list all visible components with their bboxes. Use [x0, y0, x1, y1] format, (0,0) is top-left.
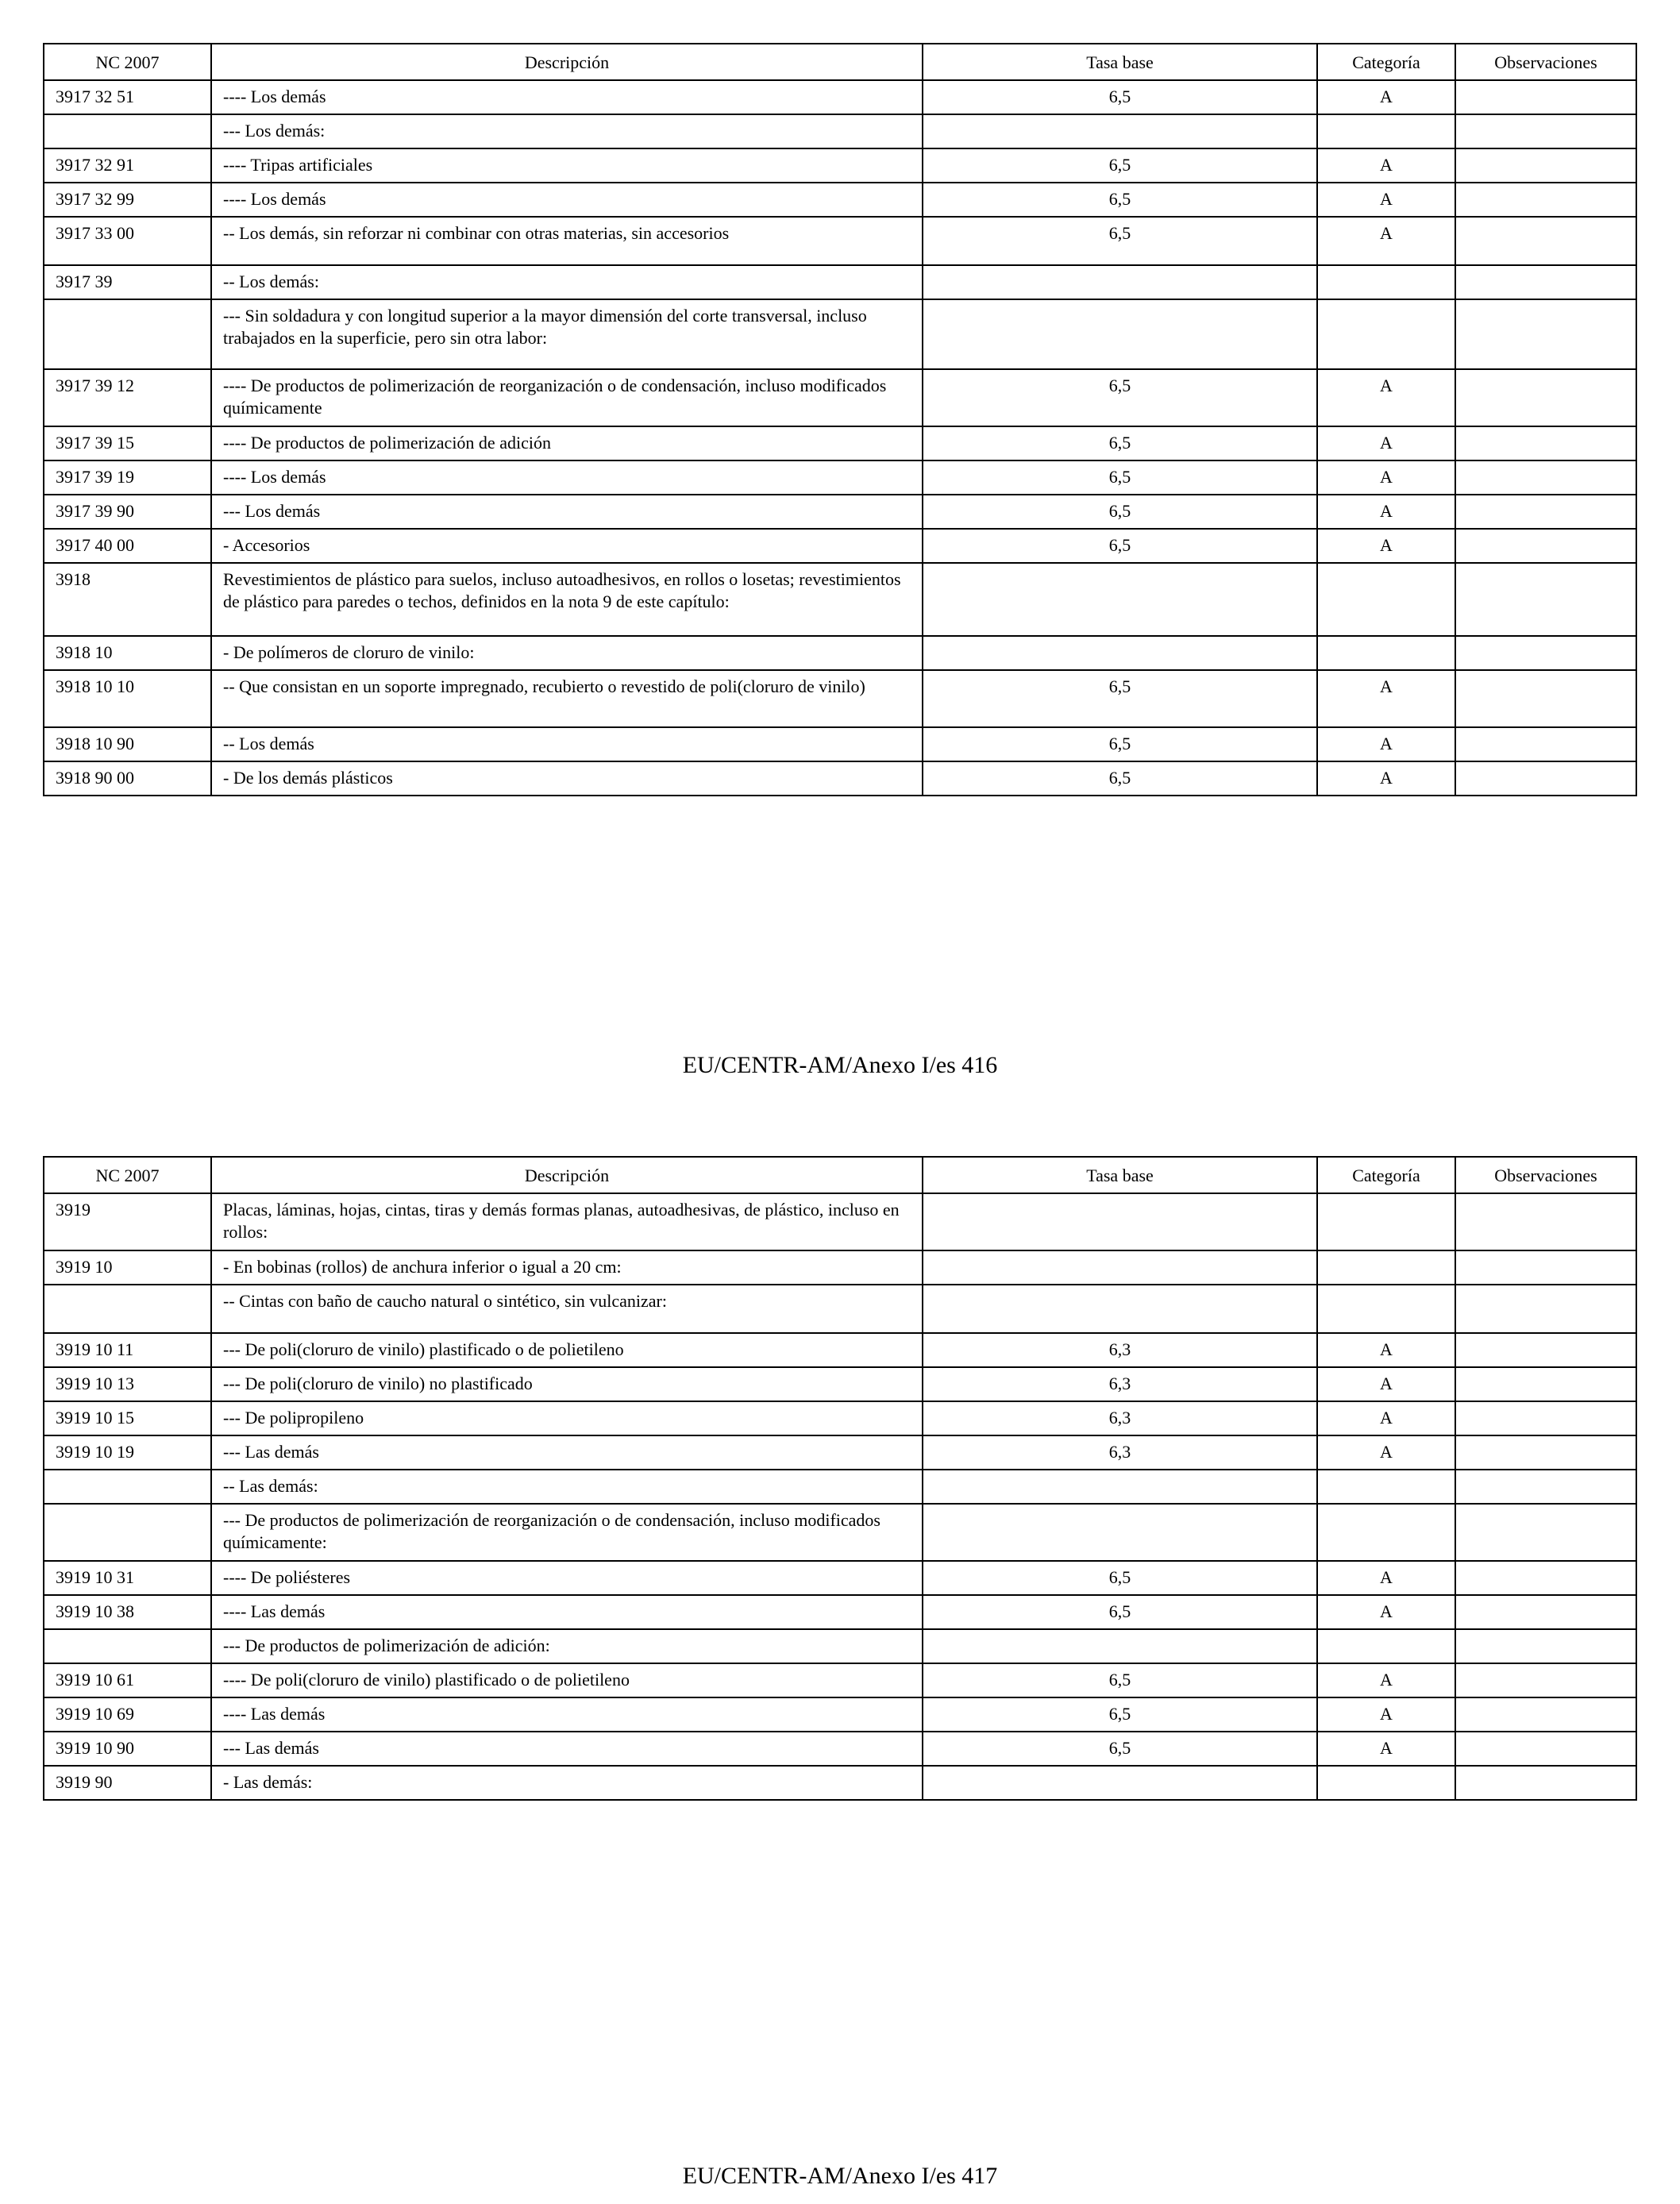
- tariff-code-cell: 3917 40 00: [44, 529, 211, 563]
- category-cell: A: [1317, 727, 1455, 761]
- table-row: [44, 563, 1636, 636]
- base-rate-cell: 6,3: [923, 1367, 1317, 1401]
- table-row: [44, 529, 1636, 563]
- tariff-code-cell: 3917 33 00: [44, 217, 211, 265]
- header-description: Descripción: [211, 1157, 923, 1193]
- remarks-cell: [1455, 727, 1636, 761]
- remarks-cell: [1455, 183, 1636, 217]
- base-rate-cell: [923, 1193, 1317, 1250]
- remarks-cell: [1455, 670, 1636, 727]
- table-row: [44, 495, 1636, 529]
- description-cell: - Accesorios: [211, 529, 923, 563]
- base-rate-cell: 6,5: [923, 761, 1317, 796]
- table-row: [44, 369, 1636, 426]
- table-row: [44, 727, 1636, 761]
- base-rate-cell: 6,3: [923, 1435, 1317, 1470]
- category-cell: A: [1317, 1333, 1455, 1367]
- table-row: [44, 1629, 1636, 1663]
- tariff-code-cell: 3919 10 69: [44, 1697, 211, 1732]
- remarks-cell: [1455, 1435, 1636, 1470]
- category-cell: [1317, 1193, 1455, 1250]
- tariff-code-cell: 3919: [44, 1193, 211, 1250]
- description-cell: ---- De productos de polimerización de adición: [211, 426, 923, 460]
- category-cell: A: [1317, 148, 1455, 183]
- base-rate-cell: [923, 265, 1317, 299]
- tariff-code-cell: [44, 1629, 211, 1663]
- table-row: [44, 1663, 1636, 1697]
- table-header-row: [44, 44, 1636, 80]
- tariff-code-cell: 3919 10: [44, 1250, 211, 1285]
- tariff-code-cell: 3917 39 15: [44, 426, 211, 460]
- table-row: [44, 460, 1636, 495]
- base-rate-cell: 6,5: [923, 1595, 1317, 1629]
- description-cell: --- De productos de polimerización de adición:: [211, 1629, 923, 1663]
- tariff-code-cell: [44, 114, 211, 148]
- remarks-cell: [1455, 1470, 1636, 1504]
- tariff-code-cell: 3919 10 15: [44, 1401, 211, 1435]
- description-cell: --- Los demás: [211, 495, 923, 529]
- table-row: [44, 265, 1636, 299]
- description-cell: - De polímeros de cloruro de vinilo:: [211, 636, 923, 670]
- base-rate-cell: [923, 114, 1317, 148]
- tariff-code-cell: 3919 10 90: [44, 1732, 211, 1766]
- header-rate: Tasa base: [923, 44, 1317, 80]
- description-cell: -- Que consistan en un soporte impregnado, recubierto o revestido de poli(cloruro de vinilo): [211, 670, 923, 727]
- tariff-code-cell: 3919 10 13: [44, 1367, 211, 1401]
- remarks-cell: [1455, 1285, 1636, 1333]
- category-cell: [1317, 563, 1455, 636]
- table-row: [44, 426, 1636, 460]
- base-rate-cell: [923, 1285, 1317, 1333]
- remarks-cell: [1455, 299, 1636, 369]
- remarks-cell: [1455, 1333, 1636, 1367]
- description-cell: --- Las demás: [211, 1435, 923, 1470]
- remarks-cell: [1455, 217, 1636, 265]
- table-row: [44, 1595, 1636, 1629]
- tariff-code-cell: 3918 90 00: [44, 761, 211, 796]
- description-cell: -- Los demás: [211, 727, 923, 761]
- description-cell: --- De poli(cloruro de vinilo) plastificado o de polietileno: [211, 1333, 923, 1367]
- description-cell: ---- Las demás: [211, 1697, 923, 1732]
- category-cell: [1317, 1629, 1455, 1663]
- remarks-cell: [1455, 1193, 1636, 1250]
- category-cell: A: [1317, 1663, 1455, 1697]
- tariff-code-cell: 3919 10 11: [44, 1333, 211, 1367]
- description-cell: --- Los demás:: [211, 114, 923, 148]
- table-row: [44, 1766, 1636, 1800]
- category-cell: [1317, 1766, 1455, 1800]
- table-row: [44, 1367, 1636, 1401]
- table-row: [44, 80, 1636, 114]
- category-cell: [1317, 299, 1455, 369]
- base-rate-cell: 6,5: [923, 495, 1317, 529]
- tariff-code-cell: 3917 39 12: [44, 369, 211, 426]
- tariff-code-cell: 3918: [44, 563, 211, 636]
- description-cell: Placas, láminas, hojas, cintas, tiras y demás formas planas, autoadhesivas, de plástico, incluso en rollos:: [211, 1193, 923, 1250]
- category-cell: A: [1317, 1401, 1455, 1435]
- remarks-cell: [1455, 1629, 1636, 1663]
- remarks-cell: [1455, 1732, 1636, 1766]
- table-row: [44, 1732, 1636, 1766]
- header-rate: Tasa base: [923, 1157, 1317, 1193]
- base-rate-cell: 6,5: [923, 1561, 1317, 1595]
- table-row: [44, 636, 1636, 670]
- tariff-code-cell: [44, 1285, 211, 1333]
- base-rate-cell: [923, 636, 1317, 670]
- tariff-code-cell: [44, 1470, 211, 1504]
- table-row: [44, 1250, 1636, 1285]
- page-footer: EU/CENTR-AM/Anexo I/es 416: [682, 1052, 998, 1078]
- base-rate-cell: 6,5: [923, 670, 1317, 727]
- base-rate-cell: 6,5: [923, 217, 1317, 265]
- tariff-code-cell: 3917 39 90: [44, 495, 211, 529]
- category-cell: A: [1317, 670, 1455, 727]
- category-cell: A: [1317, 1435, 1455, 1470]
- category-cell: A: [1317, 1595, 1455, 1629]
- header-code: NC 2007: [44, 1157, 211, 1193]
- description-cell: --- De polipropileno: [211, 1401, 923, 1435]
- table-row: [44, 1561, 1636, 1595]
- table-row: [44, 1285, 1636, 1333]
- tariff-code-cell: 3919 10 38: [44, 1595, 211, 1629]
- category-cell: [1317, 1504, 1455, 1561]
- base-rate-cell: 6,5: [923, 426, 1317, 460]
- tariff-code-cell: 3917 32 91: [44, 148, 211, 183]
- description-cell: --- De poli(cloruro de vinilo) no plastificado: [211, 1367, 923, 1401]
- table-row: [44, 299, 1636, 369]
- category-cell: [1317, 636, 1455, 670]
- category-cell: A: [1317, 495, 1455, 529]
- tariff-code-cell: [44, 1504, 211, 1561]
- remarks-cell: [1455, 1595, 1636, 1629]
- remarks-cell: [1455, 426, 1636, 460]
- remarks-cell: [1455, 495, 1636, 529]
- category-cell: A: [1317, 761, 1455, 796]
- base-rate-cell: 6,5: [923, 1663, 1317, 1697]
- table-row: [44, 761, 1636, 796]
- category-cell: A: [1317, 1697, 1455, 1732]
- description-cell: ---- De poli(cloruro de vinilo) plastificado o de polietileno: [211, 1663, 923, 1697]
- remarks-cell: [1455, 1504, 1636, 1561]
- remarks-cell: [1455, 148, 1636, 183]
- category-cell: A: [1317, 183, 1455, 217]
- description-cell: -- Los demás, sin reforzar ni combinar con otras materias, sin accesorios: [211, 217, 923, 265]
- header-remarks: Observaciones: [1455, 1157, 1636, 1193]
- base-rate-cell: 6,5: [923, 1732, 1317, 1766]
- remarks-cell: [1455, 369, 1636, 426]
- table-row: [44, 217, 1636, 265]
- table-header-row: [44, 1157, 1636, 1193]
- base-rate-cell: 6,5: [923, 183, 1317, 217]
- remarks-cell: [1455, 1697, 1636, 1732]
- remarks-cell: [1455, 1561, 1636, 1595]
- base-rate-cell: 6,3: [923, 1333, 1317, 1367]
- remarks-cell: [1455, 114, 1636, 148]
- remarks-cell: [1455, 265, 1636, 299]
- base-rate-cell: [923, 563, 1317, 636]
- remarks-cell: [1455, 1663, 1636, 1697]
- category-cell: [1317, 1470, 1455, 1504]
- table-row: [44, 114, 1636, 148]
- tariff-code-cell: 3919 10 19: [44, 1435, 211, 1470]
- category-cell: A: [1317, 460, 1455, 495]
- table-row: [44, 1504, 1636, 1561]
- base-rate-cell: [923, 1504, 1317, 1561]
- tariff-code-cell: 3917 32 51: [44, 80, 211, 114]
- table-row: [44, 148, 1636, 183]
- base-rate-cell: 6,5: [923, 529, 1317, 563]
- category-cell: [1317, 1285, 1455, 1333]
- tariff-code-cell: 3917 32 99: [44, 183, 211, 217]
- base-rate-cell: 6,3: [923, 1401, 1317, 1435]
- base-rate-cell: [923, 1766, 1317, 1800]
- table-row: [44, 1435, 1636, 1470]
- table-row: [44, 1333, 1636, 1367]
- category-cell: [1317, 265, 1455, 299]
- category-cell: A: [1317, 529, 1455, 563]
- page-footer: EU/CENTR-AM/Anexo I/es 417: [682, 2163, 998, 2189]
- category-cell: A: [1317, 1561, 1455, 1595]
- header-code: NC 2007: [44, 44, 211, 80]
- category-cell: A: [1317, 80, 1455, 114]
- base-rate-cell: [923, 1629, 1317, 1663]
- tariff-code-cell: 3918 10: [44, 636, 211, 670]
- header-remarks: Observaciones: [1455, 44, 1636, 80]
- tariff-table-page-416: [43, 43, 1637, 796]
- base-rate-cell: [923, 299, 1317, 369]
- description-cell: ---- Los demás: [211, 80, 923, 114]
- table-row: [44, 1470, 1636, 1504]
- header-category: Categoría: [1317, 44, 1455, 80]
- description-cell: ---- Los demás: [211, 460, 923, 495]
- remarks-cell: [1455, 1367, 1636, 1401]
- base-rate-cell: 6,5: [923, 1697, 1317, 1732]
- category-cell: A: [1317, 217, 1455, 265]
- base-rate-cell: 6,5: [923, 148, 1317, 183]
- description-cell: --- Las demás: [211, 1732, 923, 1766]
- category-cell: [1317, 114, 1455, 148]
- description-cell: ---- De productos de polimerización de reorganización o de condensación, incluso modificados químicamente: [211, 369, 923, 426]
- tariff-code-cell: 3919 10 31: [44, 1561, 211, 1595]
- tariff-code-cell: 3919 10 61: [44, 1663, 211, 1697]
- table-row: [44, 183, 1636, 217]
- header-description: Descripción: [211, 44, 923, 80]
- remarks-cell: [1455, 636, 1636, 670]
- remarks-cell: [1455, 1250, 1636, 1285]
- description-cell: ---- Tripas artificiales: [211, 148, 923, 183]
- tariff-code-cell: 3919 90: [44, 1766, 211, 1800]
- category-cell: [1317, 1250, 1455, 1285]
- header-category: Categoría: [1317, 1157, 1455, 1193]
- base-rate-cell: 6,5: [923, 460, 1317, 495]
- remarks-cell: [1455, 80, 1636, 114]
- table-row: [44, 670, 1636, 727]
- base-rate-cell: [923, 1470, 1317, 1504]
- base-rate-cell: 6,5: [923, 80, 1317, 114]
- description-cell: - De los demás plásticos: [211, 761, 923, 796]
- tariff-code-cell: 3918 10 10: [44, 670, 211, 727]
- table-row: [44, 1401, 1636, 1435]
- tariff-table-page-417: [43, 1156, 1637, 1801]
- description-cell: ---- Los demás: [211, 183, 923, 217]
- tariff-code-cell: 3917 39 19: [44, 460, 211, 495]
- category-cell: A: [1317, 369, 1455, 426]
- category-cell: A: [1317, 1732, 1455, 1766]
- remarks-cell: [1455, 563, 1636, 636]
- description-cell: ---- De poliésteres: [211, 1561, 923, 1595]
- remarks-cell: [1455, 460, 1636, 495]
- remarks-cell: [1455, 1401, 1636, 1435]
- description-cell: -- Los demás:: [211, 265, 923, 299]
- description-cell: - Las demás:: [211, 1766, 923, 1800]
- description-cell: -- Cintas con baño de caucho natural o sintético, sin vulcanizar:: [211, 1285, 923, 1333]
- table-row: [44, 1697, 1636, 1732]
- tariff-code-cell: 3917 39: [44, 265, 211, 299]
- tariff-code-cell: [44, 299, 211, 369]
- tariff-code-cell: 3918 10 90: [44, 727, 211, 761]
- table-row: [44, 1193, 1636, 1250]
- base-rate-cell: [923, 1250, 1317, 1285]
- description-cell: --- Sin soldadura y con longitud superior a la mayor dimensión del corte transversal, incluso trabajados en la superficie, pero sin otra labor:: [211, 299, 923, 369]
- base-rate-cell: 6,5: [923, 727, 1317, 761]
- category-cell: A: [1317, 426, 1455, 460]
- description-cell: ---- Las demás: [211, 1595, 923, 1629]
- remarks-cell: [1455, 529, 1636, 563]
- remarks-cell: [1455, 1766, 1636, 1800]
- description-cell: --- De productos de polimerización de reorganización o de condensación, incluso modificados químicamente:: [211, 1504, 923, 1561]
- base-rate-cell: 6,5: [923, 369, 1317, 426]
- remarks-cell: [1455, 761, 1636, 796]
- description-cell: Revestimientos de plástico para suelos, incluso autoadhesivos, en rollos o losetas; revestimientos de plástico para paredes o techos, definidos en la nota 9 de este capítulo:: [211, 563, 923, 636]
- category-cell: A: [1317, 1367, 1455, 1401]
- description-cell: -- Las demás:: [211, 1470, 923, 1504]
- description-cell: - En bobinas (rollos) de anchura inferior o igual a 20 cm:: [211, 1250, 923, 1285]
